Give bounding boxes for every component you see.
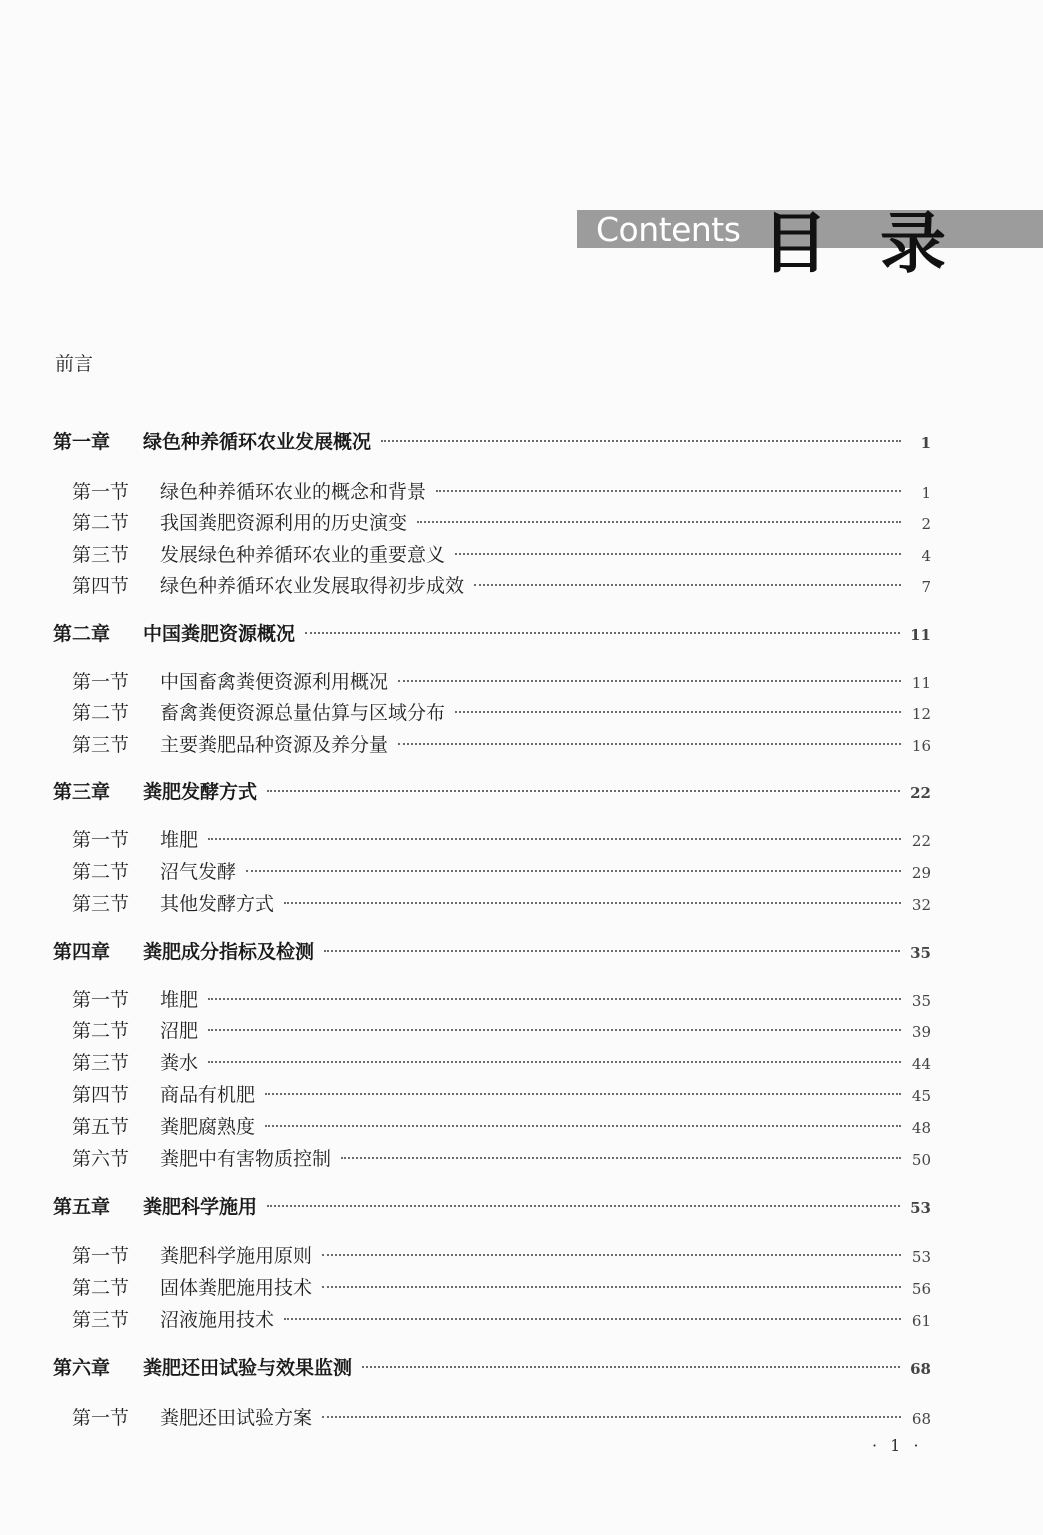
section-title: 堆肥 <box>160 989 199 1011</box>
section-title: 绿色种养循环农业发展取得初步成效 <box>160 575 465 597</box>
toc-chapter-6[interactable] <box>53 1353 931 1380</box>
section-title: 畜禽粪便资源总量估算与区域分布 <box>160 702 446 724</box>
chapter-title: 粪肥还田试验与效果监测 <box>143 1357 353 1379</box>
page-number: 39 <box>911 1023 931 1041</box>
section-title: 粪水 <box>160 1052 199 1074</box>
chapter-number: 第六章 <box>53 1357 111 1379</box>
toc-section-1-4[interactable] <box>72 571 931 598</box>
section-number: 第二节 <box>72 1277 130 1299</box>
toc-section-6-1[interactable] <box>72 1403 931 1430</box>
dot-leader <box>322 1254 901 1256</box>
section-number: 第二节 <box>72 861 130 883</box>
section-number: 第三节 <box>72 893 130 915</box>
dot-leader <box>267 1205 900 1207</box>
chapter-number: 第四章 <box>53 941 111 963</box>
toc-section-2-2[interactable] <box>72 698 931 725</box>
toc-section-5-1[interactable] <box>72 1241 931 1268</box>
page-number: 2 <box>921 515 931 533</box>
dot-leader <box>267 790 900 792</box>
section-title: 粪肥还田试验方案 <box>160 1407 313 1429</box>
toc-preface[interactable]: 前言 <box>55 353 94 375</box>
section-title: 粪肥腐熟度 <box>160 1116 256 1138</box>
section-number: 第三节 <box>72 1052 130 1074</box>
page-number: 35 <box>911 992 931 1010</box>
section-number: 第一节 <box>72 1407 130 1429</box>
dot-leader <box>265 1093 901 1095</box>
dot-leader <box>341 1157 901 1159</box>
dot-leader <box>474 584 901 586</box>
dot-leader <box>362 1366 900 1368</box>
page-number: 56 <box>911 1280 931 1298</box>
section-number: 第一节 <box>72 481 130 503</box>
section-title: 其他发酵方式 <box>160 893 275 915</box>
dot-leader <box>208 1029 901 1031</box>
section-title: 商品有机肥 <box>160 1084 256 1106</box>
section-title: 沼气发酵 <box>160 861 237 883</box>
chapter-number: 第三章 <box>53 781 111 803</box>
toc-section-3-1[interactable] <box>72 825 931 852</box>
section-number: 第四节 <box>72 1084 130 1106</box>
page-number: 44 <box>911 1055 931 1073</box>
page-number: 12 <box>911 705 931 723</box>
dot-leader <box>305 632 900 634</box>
page-number: 7 <box>921 578 931 596</box>
page-number: 61 <box>911 1312 931 1330</box>
chapter-title: 中国粪肥资源概况 <box>143 623 296 645</box>
section-title: 发展绿色种养循环农业的重要意义 <box>160 544 446 566</box>
page-number: 45 <box>911 1087 931 1105</box>
chapter-title: 绿色种养循环农业发展概况 <box>143 431 372 453</box>
toc-section-4-1[interactable] <box>72 985 931 1012</box>
dot-leader <box>398 680 901 682</box>
section-number: 第二节 <box>72 702 130 724</box>
dot-leader <box>398 743 901 745</box>
section-number: 第二节 <box>72 512 130 534</box>
toc-chapter-2[interactable] <box>53 619 931 646</box>
toc-section-5-2[interactable] <box>72 1273 931 1300</box>
chapter-title: 粪肥成分指标及检测 <box>143 941 315 963</box>
toc-chapter-3[interactable] <box>53 777 931 804</box>
page-number: 1 <box>921 484 931 502</box>
contents-label: Contents <box>596 210 741 249</box>
section-number: 第一节 <box>72 829 130 851</box>
toc-section-4-5[interactable] <box>72 1112 931 1139</box>
section-title: 沼肥 <box>160 1020 199 1042</box>
dot-leader <box>208 998 901 1000</box>
toc-section-5-3[interactable] <box>72 1305 931 1332</box>
toc-section-1-3[interactable] <box>72 540 931 567</box>
dot-leader <box>208 838 901 840</box>
chapter-number: 第二章 <box>53 623 111 645</box>
section-number: 第三节 <box>72 734 130 756</box>
dot-leader <box>284 1318 901 1320</box>
section-title: 堆肥 <box>160 829 199 851</box>
toc-section-4-4[interactable] <box>72 1080 931 1107</box>
page-number: 29 <box>911 864 931 882</box>
dot-leader <box>284 902 901 904</box>
section-title: 主要粪肥品种资源及养分量 <box>160 734 389 756</box>
page-number: 11 <box>910 626 931 644</box>
chapter-number: 第一章 <box>53 431 111 453</box>
section-title: 粪肥科学施用原则 <box>160 1245 313 1267</box>
dot-leader <box>265 1125 901 1127</box>
page-number: 50 <box>911 1151 931 1169</box>
section-number: 第六节 <box>72 1148 130 1170</box>
page-number: 32 <box>911 896 931 914</box>
page-number: 4 <box>921 547 931 565</box>
toc-section-2-3[interactable] <box>72 730 931 757</box>
dot-leader <box>381 440 901 442</box>
section-title: 沼液施用技术 <box>160 1309 275 1331</box>
section-title: 绿色种养循环农业的概念和背景 <box>160 481 427 503</box>
page-number: 35 <box>910 944 931 962</box>
footer-page-number: · 1 · <box>872 1436 923 1455</box>
toc-section-3-3[interactable] <box>72 889 931 916</box>
page-number: 68 <box>910 1360 931 1378</box>
page-number: 22 <box>910 784 931 802</box>
page-title: 目录 <box>762 205 998 282</box>
section-number: 第三节 <box>72 544 130 566</box>
dot-leader <box>455 711 901 713</box>
page-number: 11 <box>911 674 931 692</box>
dot-leader <box>324 950 900 952</box>
section-number: 第一节 <box>72 989 130 1011</box>
dot-leader <box>322 1416 901 1418</box>
toc-section-1-1[interactable] <box>72 477 931 504</box>
section-title: 中国畜禽粪便资源利用概况 <box>160 671 389 693</box>
page-number: 68 <box>911 1410 931 1428</box>
page-number: 53 <box>911 1248 931 1266</box>
section-title: 固体粪肥施用技术 <box>160 1277 313 1299</box>
dot-leader <box>322 1286 901 1288</box>
page-number: 22 <box>911 832 931 850</box>
page-number: 48 <box>911 1119 931 1137</box>
toc-section-4-3[interactable] <box>72 1048 931 1075</box>
toc-section-4-2[interactable] <box>72 1016 931 1043</box>
chapter-title: 粪肥发酵方式 <box>143 781 258 803</box>
dot-leader <box>208 1061 901 1063</box>
page-number: 53 <box>910 1199 931 1217</box>
section-title: 粪肥中有害物质控制 <box>160 1148 332 1170</box>
toc-section-4-6[interactable] <box>72 1144 931 1171</box>
page-number: 16 <box>911 737 931 755</box>
dot-leader <box>436 490 901 492</box>
toc-section-1-2[interactable] <box>72 508 931 535</box>
toc-chapter-4[interactable] <box>53 937 931 964</box>
page-number: 1 <box>920 434 931 452</box>
dot-leader <box>417 521 901 523</box>
toc-chapter-5[interactable] <box>53 1192 931 1219</box>
toc-section-3-2[interactable] <box>72 857 931 884</box>
chapter-number: 第五章 <box>53 1196 111 1218</box>
dot-leader <box>455 553 901 555</box>
section-number: 第一节 <box>72 671 130 693</box>
section-title: 我国粪肥资源利用的历史演变 <box>160 512 408 534</box>
toc-section-2-1[interactable] <box>72 667 931 694</box>
section-number: 第四节 <box>72 575 130 597</box>
section-number: 第一节 <box>72 1245 130 1267</box>
toc-chapter-1[interactable] <box>53 427 931 454</box>
dot-leader <box>246 870 901 872</box>
section-number: 第三节 <box>72 1309 130 1331</box>
chapter-title: 粪肥科学施用 <box>143 1196 258 1218</box>
section-number: 第二节 <box>72 1020 130 1042</box>
section-number: 第五节 <box>72 1116 130 1138</box>
